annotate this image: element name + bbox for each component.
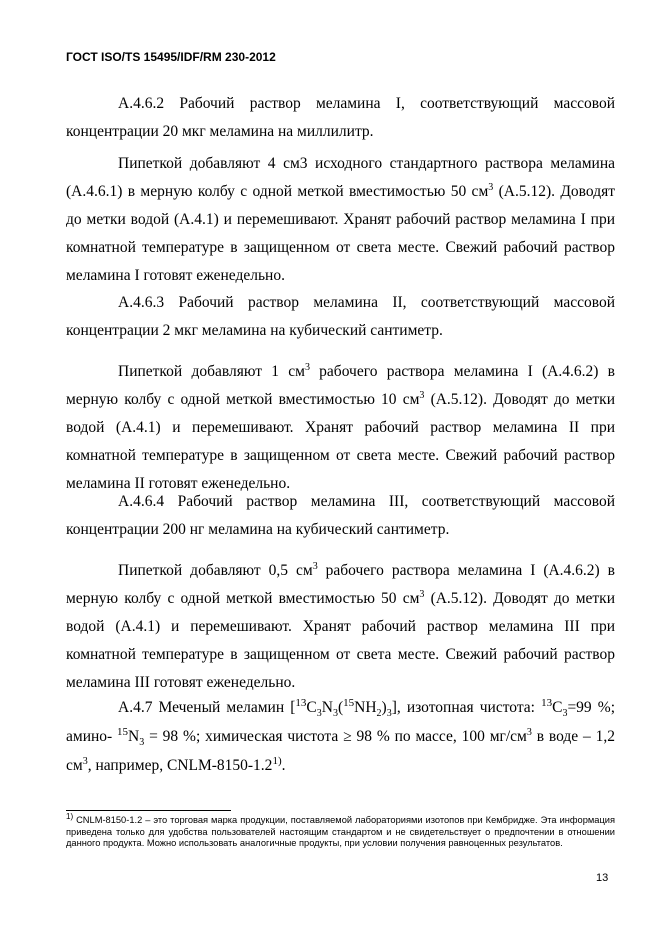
paragraph-a4-6-4: А.4.6.4 Рабочий раствор меламина III, соответствующий массовой концентрации 200 нг меламина на кубический сантиметр. — [66, 493, 615, 538]
footnote-reference[interactable]: 1) — [272, 754, 282, 767]
page-number: 13 — [596, 872, 609, 884]
paragraph-pipette-3: Пипеткой добавляют 0,5 $см^3$ рабочего раствора меламина I (А.4.6.2) в мерную колбу с одной меткой вместимостью 50 $см^3$ (А.5.12). Доводят до метки водой (А.4.1) и перемешивают. Хранят рабочий раствор меламина III при комнатной температуре в защищенном от света месте. Свежий рабочий раствор меламина III готовят еженедельно. — [66, 560, 615, 691]
paragraph-pipette-2: Пипеткой добавляют 1 $см^3$ рабочего раствора меламина I (А.4.6.2) в мерную колбу с одной меткой вместимостью 10 $см^3$ (А.5.12). Доводят до метки водой (А.4.1) и перемешивают. Хранят рабочий раствор меламина II при комнатной температуре в защищенном от света месте. Свежий рабочий раствор меламина II готовят еженедельно. — [66, 361, 615, 492]
paragraph-a4-7: А.4.7 Меченый меламин $[^{13}C_3N_3(^{15}NH_2)_3]$, изотопная чистота: $^{13}C_3=99$ %; амино- $^{15}N_3 = 98$ %; химическая чистота ≥ 98 % по массе, 100 $мг/см^3$ в воде – 1,2 $см^3$, например, CNLM-8150-1.2$^{1)}$. — [66, 696, 616, 774]
document-header: ГОСТ ISO/TS 15495/IDF/RM 230-2012 — [66, 50, 276, 64]
footnote: $^{1)}$ CNLM-8150-1.2 – это торговая марка продукции, поставляемой лабораториями изотопов при Кембридже. Эта информация приведена только для удобства пользователей настоящим стандартом и не свидетельствует о предпочтении в отношении данного продукта. Можно использовать аналогичные продукты, при условии получения равноценных результатов. — [66, 811, 615, 848]
paragraph-pipette-1: Пипеткой добавляют 4 см3 исходного стандартного раствора меламина (А.4.6.1) в мерную колбу с одной меткой вместимостью 50 $см^3$ (А.5.12). Доводят до метки водой (А.4.1) и перемешивают. Хранят рабочий раствор меламина I при комнатной температуре в защищенном от света месте. Свежий рабочий раствор меламина I готовят еженедельно. — [66, 155, 615, 284]
footnote-divider — [66, 810, 231, 811]
paragraph-a4-6-2: А.4.6.2 Рабочий раствор меламина I, соответствующий массовой концентрации 20 мкг меламина на миллилитр. — [66, 95, 615, 140]
paragraph-a4-6-3: А.4.6.3 Рабочий раствор меламина II, соответствующий массовой концентрации 2 мкг меламина на кубический сантиметр. — [66, 294, 615, 339]
footnote-marker: 1) — [66, 811, 74, 821]
